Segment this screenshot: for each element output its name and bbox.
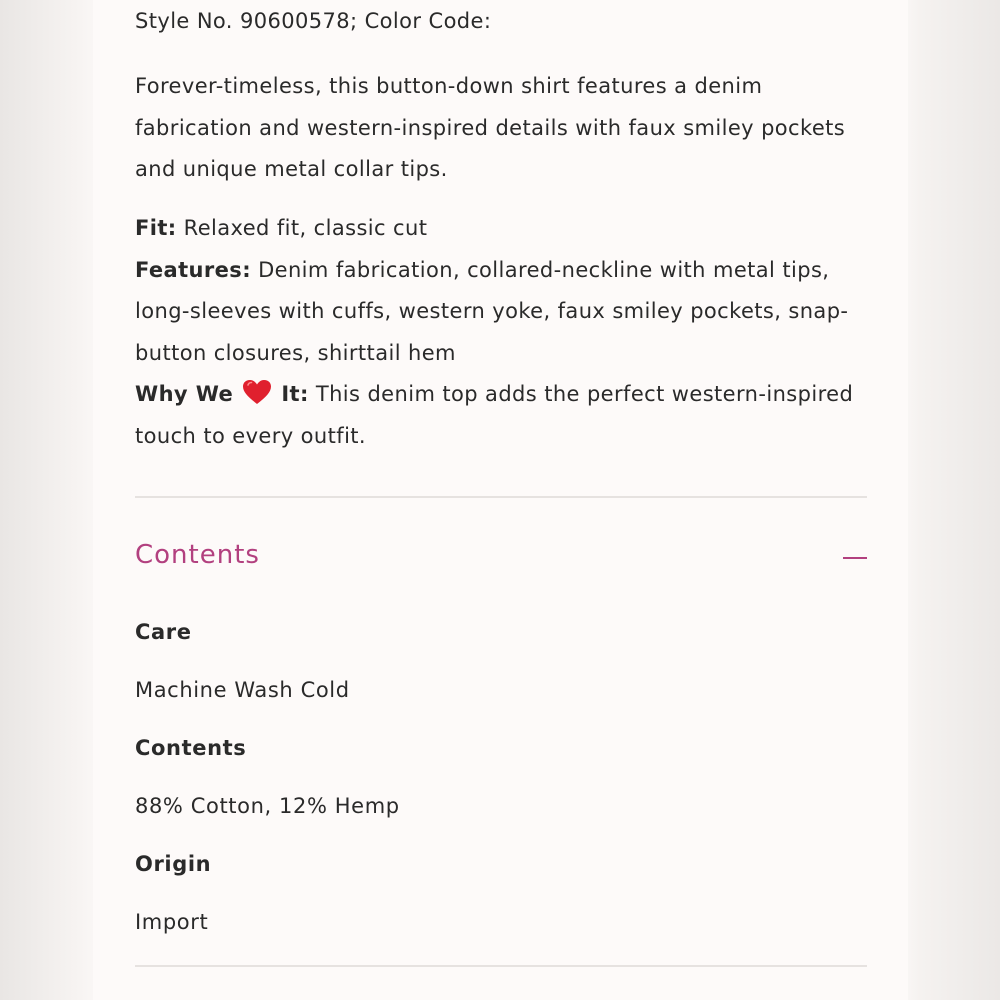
product-specs <box>135 208 867 457</box>
why-label-start: Why We <box>135 382 234 406</box>
origin-value: Import <box>135 910 209 934</box>
contents-section-title: Contents <box>135 540 260 570</box>
heart-icon <box>242 379 272 405</box>
origin-label: Origin <box>135 852 212 876</box>
style-number: Style No. 90600578; Color Code: <box>135 9 492 33</box>
features-label: Features: <box>135 257 251 282</box>
care-label: Care <box>135 620 192 644</box>
section-divider-bottom <box>135 965 867 967</box>
features-value: Denim fabrication, collared-neckline with metal tips, long-sleeves with cuffs, western yoke, faux smiley pockets, snap-button closures, shirttail hem <box>135 257 849 365</box>
fit-value: Relaxed fit, classic cut <box>183 216 428 240</box>
care-value: Machine Wash Cold <box>135 678 350 702</box>
why-label-end: It: <box>281 382 309 406</box>
product-description: Forever-timeless, this button-down shirt features a denim fabrication and western-inspired details with faux smiley pockets and unique metal collar tips. <box>135 74 846 181</box>
contents-value: 88% Cotton, 12% Hemp <box>135 794 400 818</box>
contents-label: Contents <box>135 736 247 760</box>
minus-icon[interactable] <box>843 557 867 559</box>
section-divider <box>135 496 867 498</box>
why-value: This denim top adds the perfect western-inspired touch to every outfit. <box>135 382 854 448</box>
contents-accordion-header[interactable] <box>135 536 867 582</box>
fit-label: Fit: <box>135 216 177 240</box>
